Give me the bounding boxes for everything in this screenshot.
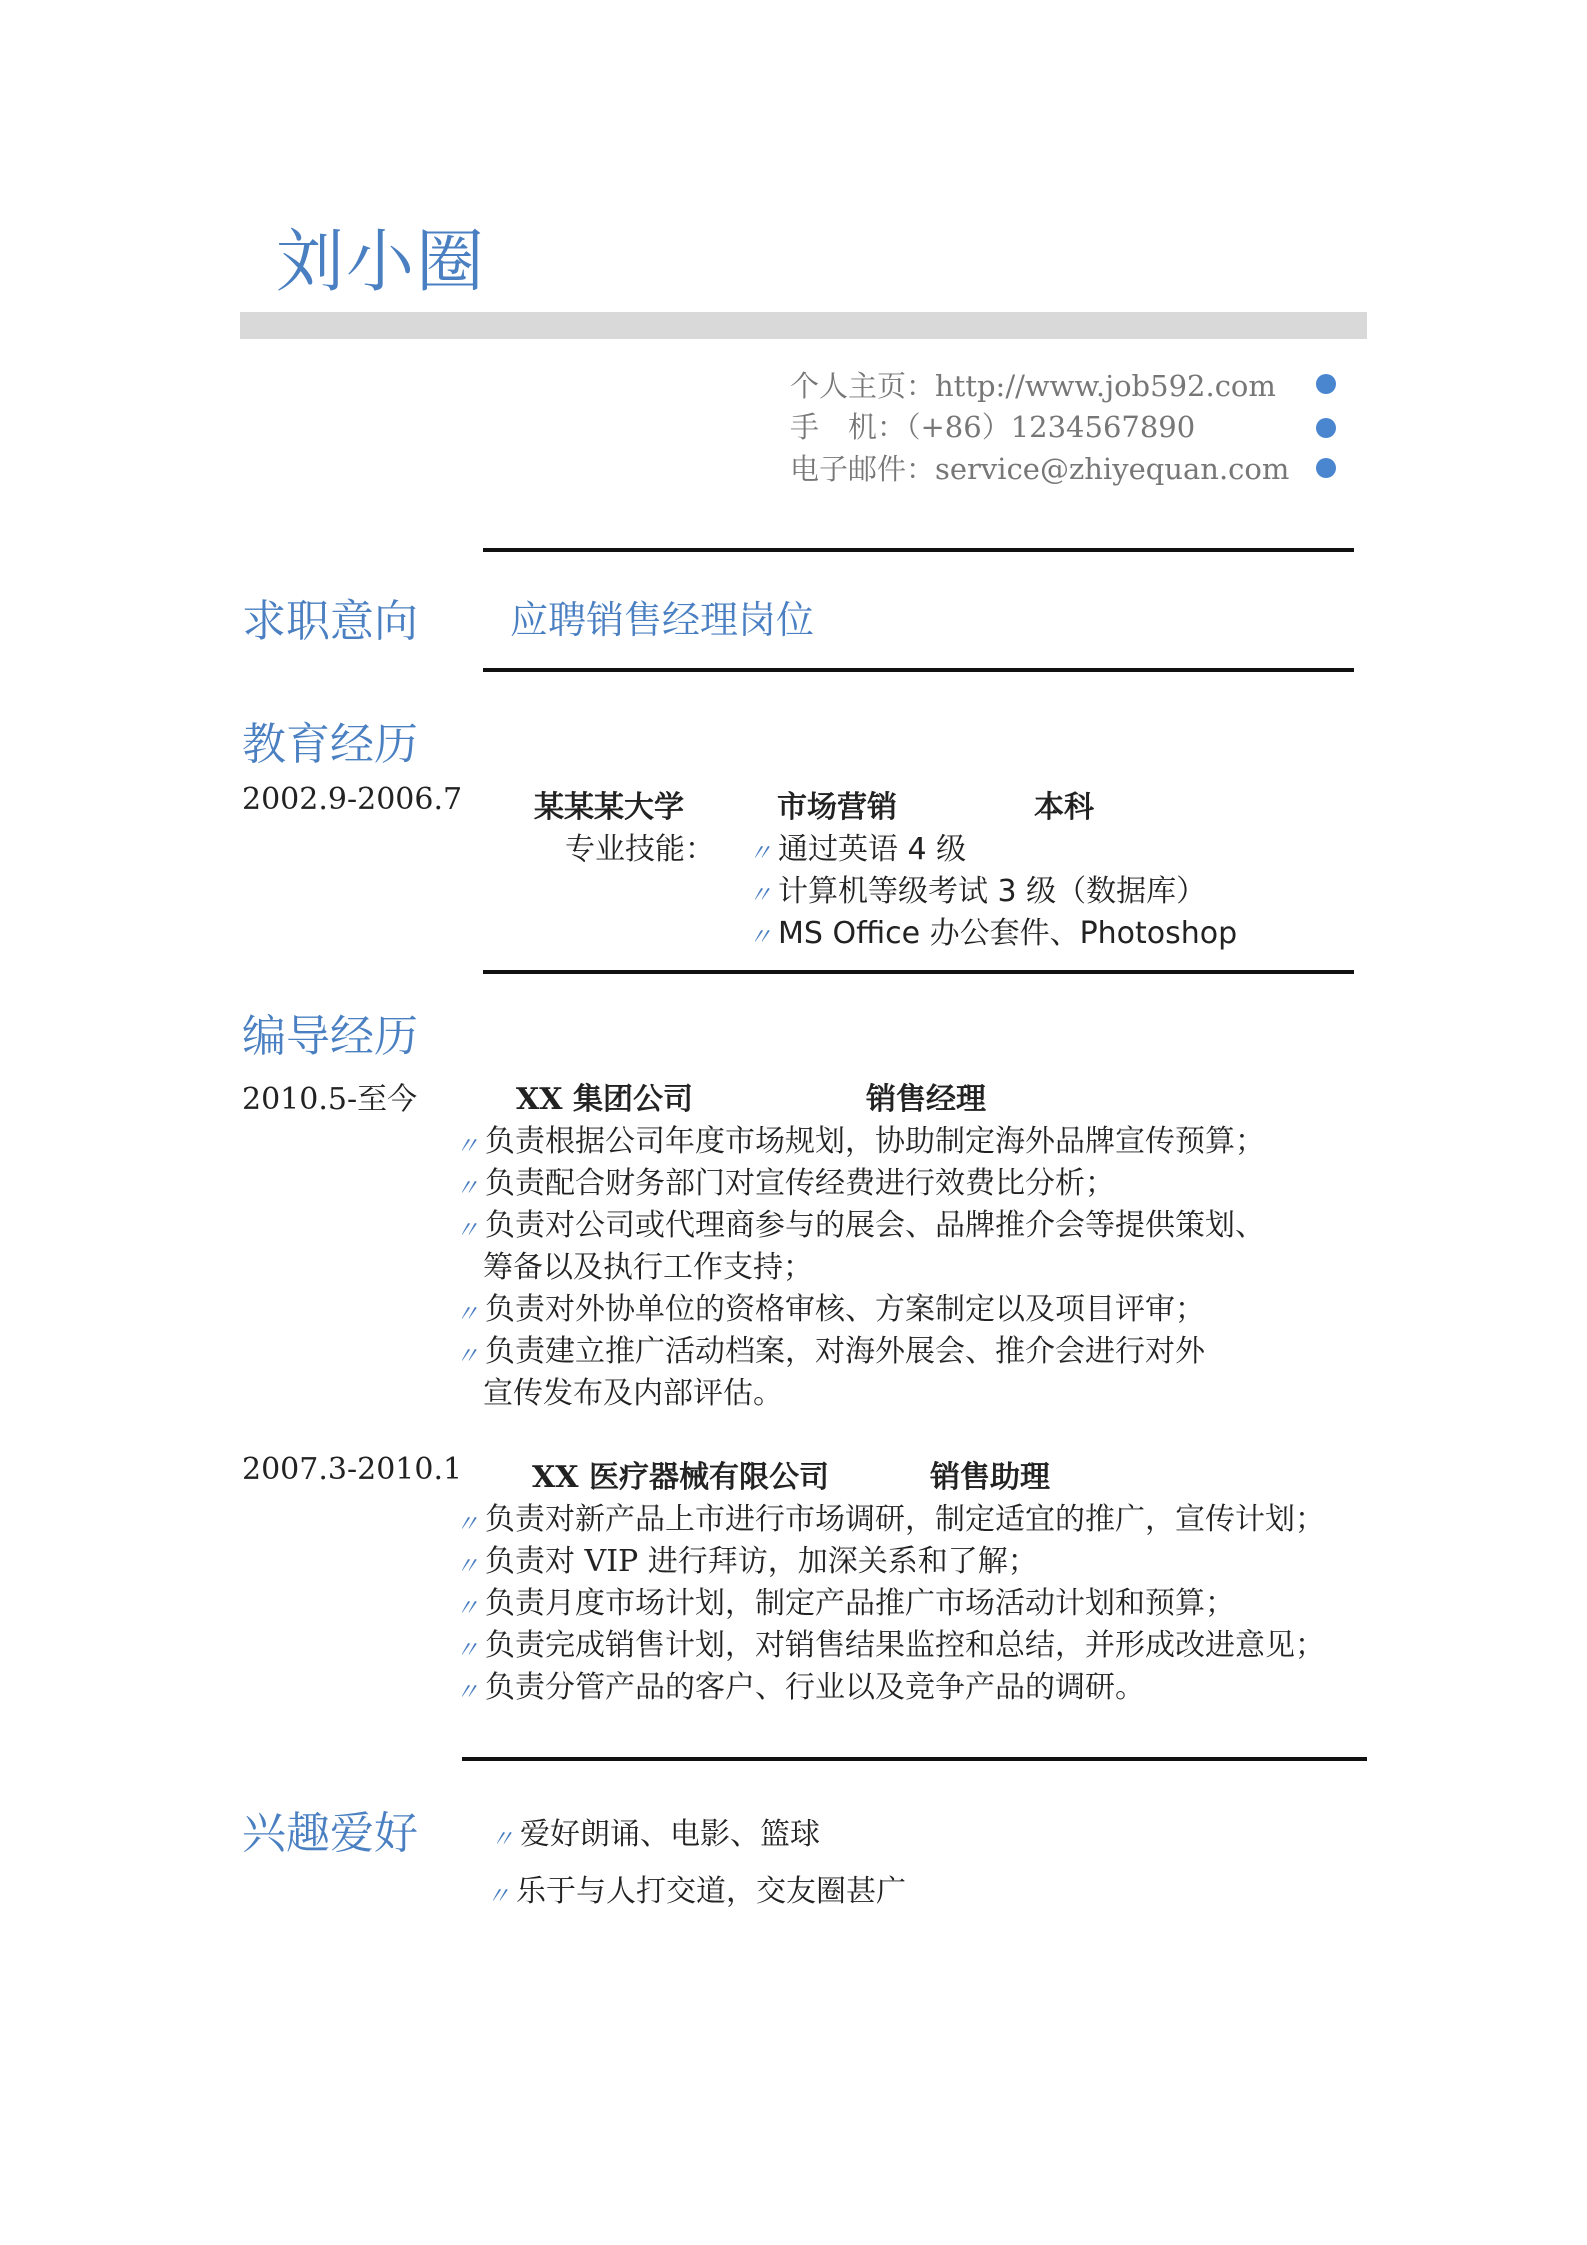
education-degree: 本科 [1034, 790, 1094, 825]
job-period: 2007.3-2010.1 [242, 1452, 463, 1487]
job-title: 销售经理 [866, 1082, 986, 1117]
bullet-marker-icon: 〃 [748, 923, 772, 951]
bullet-marker-icon: 〃 [748, 839, 772, 867]
hobby-item: 〃 乐于与人打交道，交友圈甚广 [486, 1874, 906, 1910]
duty-item: 〃 负责对 VIP 进行拜访，加深关系和了解； [455, 1544, 1038, 1580]
duty-item: 〃 负责根据公司年度市场规划，协助制定海外品牌宣传预算； [455, 1124, 1265, 1160]
contact-email[interactable]: 电子邮件：service@zhiyequan.com [790, 452, 1290, 486]
name-underline-bar [240, 312, 1367, 339]
duty-continuation: 宣传发布及内部评估。 [483, 1376, 783, 1411]
education-school: 某某某大学 [534, 790, 684, 825]
job-company: XX 集团公司 [516, 1082, 693, 1117]
bullet-marker-icon: 〃 [455, 1341, 479, 1370]
bullet-marker-icon: 〃 [486, 1881, 510, 1910]
skill-item: 〃 MS Office 办公套件、Photoshop [748, 916, 1238, 951]
email-dot-icon [1316, 458, 1336, 478]
hobby-item: 〃 爱好朗诵、电影、篮球 [490, 1817, 820, 1853]
bullet-marker-icon: 〃 [455, 1551, 479, 1580]
skill-item: 〃 计算机等级考试 3 级（数据库） [748, 874, 1207, 909]
phone-dot-icon [1316, 418, 1336, 438]
duty-item: 〃 负责月度市场计划，制定产品推广市场活动计划和预算； [455, 1586, 1235, 1622]
section-divider [483, 970, 1354, 974]
experience-heading: 编导经历 [242, 1011, 418, 1062]
education-major: 市场营销 [777, 790, 897, 825]
duty-continuation: 筹备以及执行工作支持； [483, 1250, 813, 1285]
bullet-marker-icon: 〃 [455, 1299, 479, 1328]
bullet-marker-icon: 〃 [455, 1509, 479, 1538]
bullet-marker-icon: 〃 [455, 1131, 479, 1160]
section-divider [483, 668, 1354, 672]
duty-item: 〃 负责建立推广活动档案，对海外展会、推介会进行对外 [455, 1334, 1205, 1370]
candidate-name: 刘小圈 [276, 223, 487, 302]
education-heading: 教育经历 [242, 719, 418, 770]
bullet-marker-icon: 〃 [455, 1215, 479, 1244]
duty-item: 〃 负责配合财务部门对宣传经费进行效费比分析； [455, 1166, 1115, 1202]
section-divider [462, 1757, 1367, 1761]
duty-item: 〃 负责对公司或代理商参与的展会、品牌推介会等提供策划、 [455, 1208, 1265, 1244]
job-period: 2010.5-至今 [242, 1082, 418, 1117]
education-period: 2002.9-2006.7 [242, 782, 463, 817]
bullet-marker-icon: 〃 [455, 1635, 479, 1664]
bullet-marker-icon: 〃 [455, 1173, 479, 1202]
bullet-marker-icon: 〃 [748, 881, 772, 909]
bullet-marker-icon: 〃 [490, 1824, 514, 1853]
duty-item: 〃 负责对外协单位的资格审核、方案制定以及项目评审； [455, 1292, 1205, 1328]
objective-heading: 求职意向 [242, 596, 418, 647]
duty-item: 〃 负责分管产品的客户、行业以及竞争产品的调研。 [455, 1670, 1145, 1706]
objective-text: 应聘销售经理岗位 [510, 598, 815, 642]
duty-item: 〃 负责对新产品上市进行市场调研，制定适宜的推广，宣传计划； [455, 1502, 1325, 1538]
skills-label: 专业技能： [565, 832, 715, 867]
skill-item: 〃 通过英语 4 级 [748, 832, 967, 867]
job-company: XX 医疗器械有限公司 [532, 1460, 829, 1495]
section-divider [483, 548, 1354, 552]
job-title: 销售助理 [930, 1460, 1050, 1495]
bullet-marker-icon: 〃 [455, 1677, 479, 1706]
contact-homepage[interactable]: 个人主页：http://www.job592.com [790, 369, 1276, 403]
duty-item: 〃 负责完成销售计划，对销售结果监控和总结，并形成改进意见； [455, 1628, 1325, 1664]
homepage-dot-icon [1316, 374, 1336, 394]
bullet-marker-icon: 〃 [455, 1593, 479, 1622]
hobbies-heading: 兴趣爱好 [242, 1808, 418, 1859]
contact-phone: 手 机：（+86）1234567890 [790, 410, 1196, 444]
